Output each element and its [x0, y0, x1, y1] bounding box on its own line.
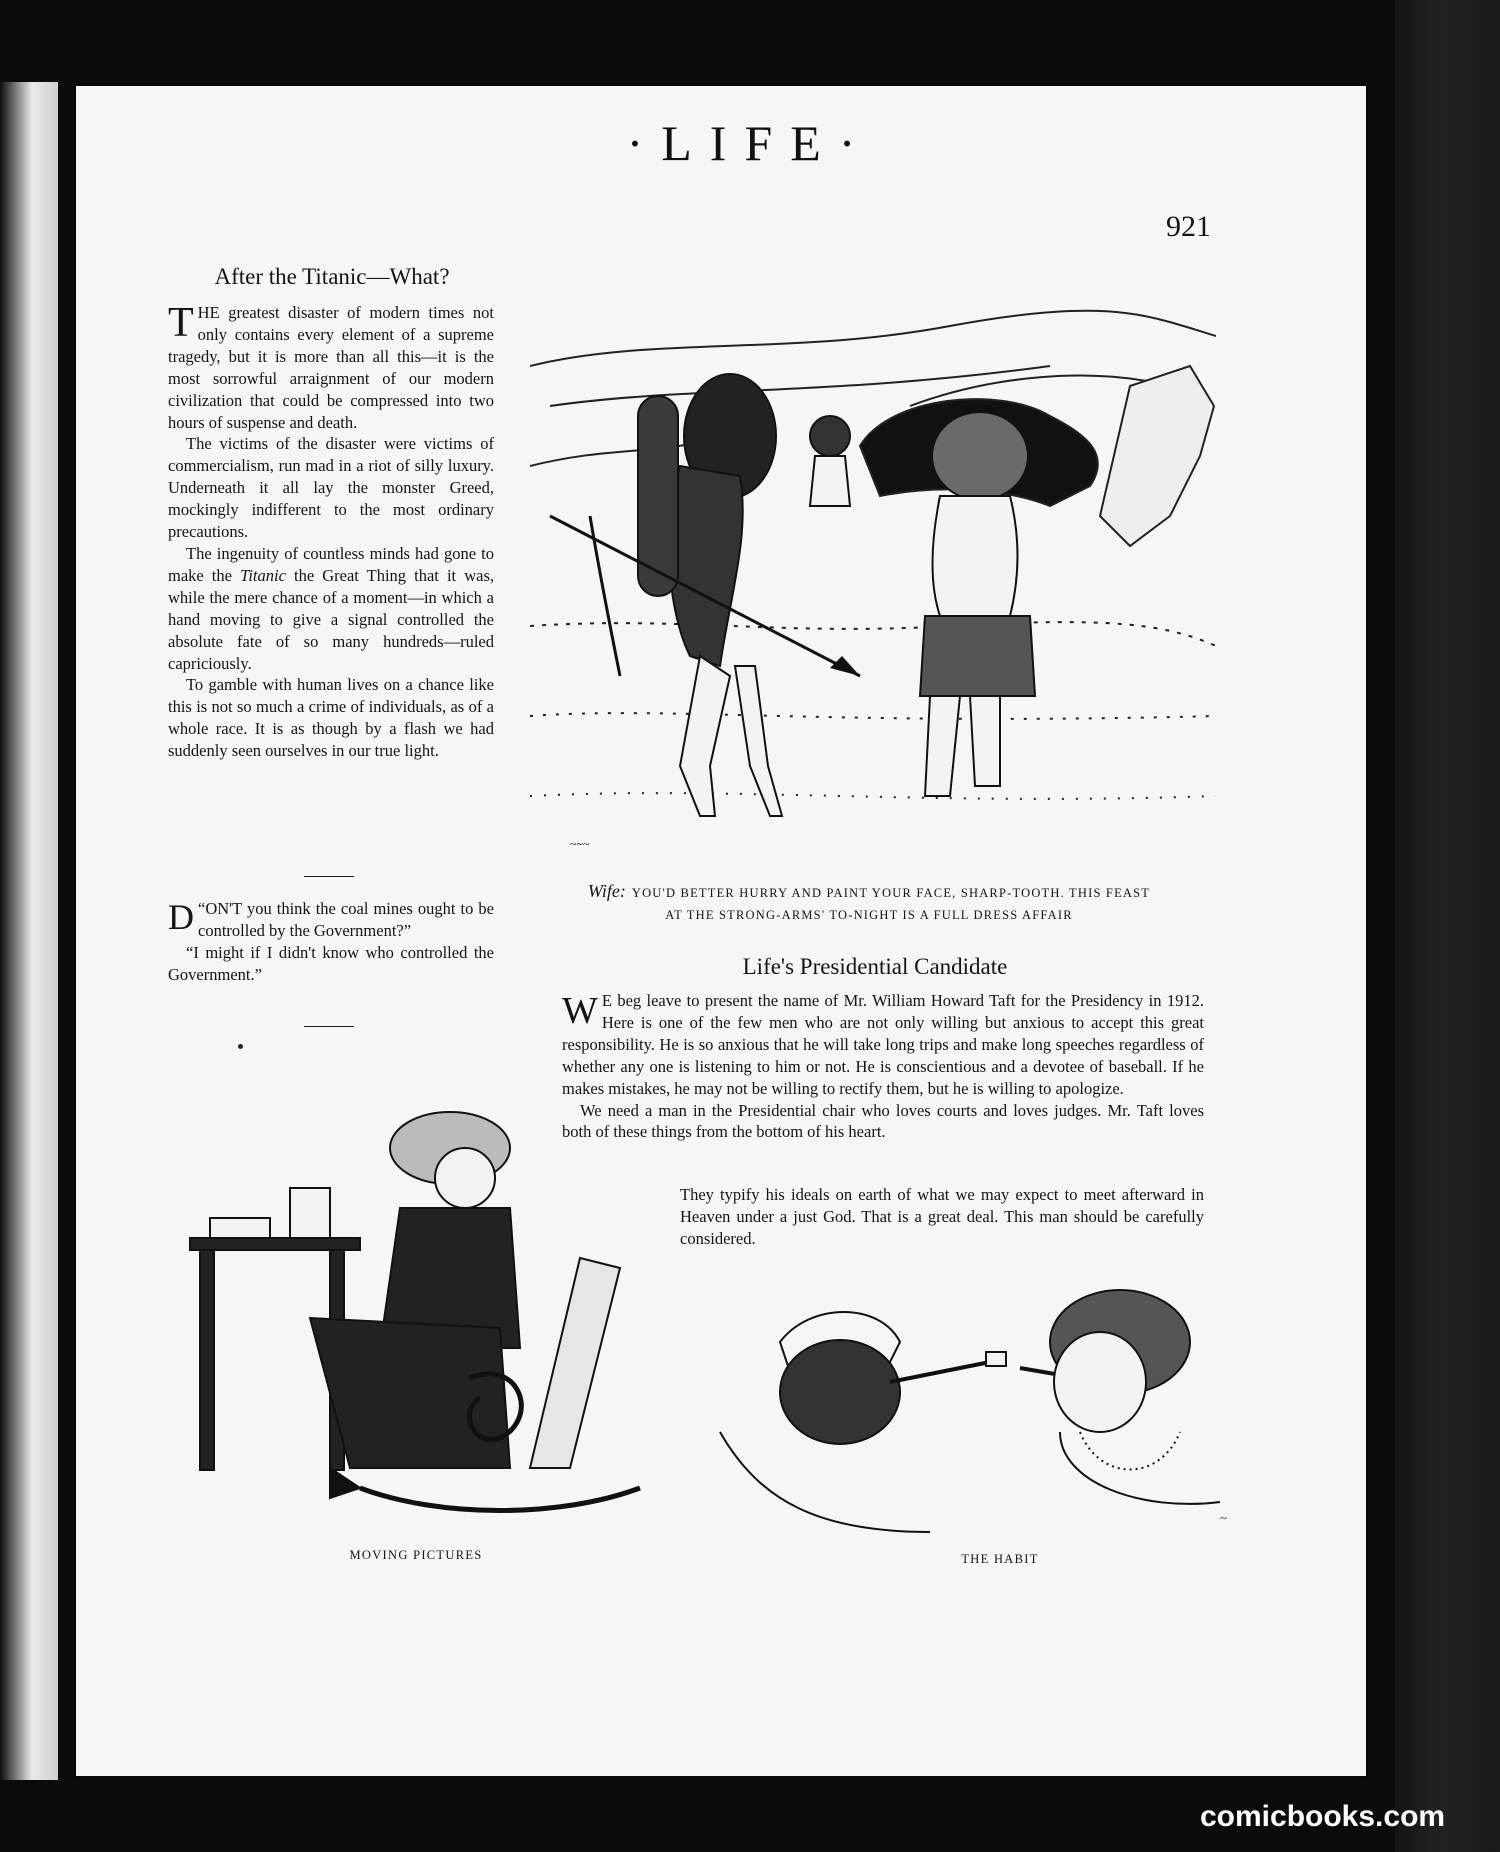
drop-cap: D [168, 897, 194, 937]
the-habit-caption: THE HABIT [961, 1552, 1039, 1566]
artist-signature: ~~~ [570, 837, 590, 851]
article2-body [562, 990, 1204, 1143]
drop-cap: W [562, 990, 598, 1032]
article1-paragraph-4: To gamble with human lives on a chance like this is not so much a crime of individuals, as of a whole race. It is as though by a flash we had suddenly seen ourselves in our true light. [168, 675, 494, 761]
article1-paragraph-1: THE greatest disaster of modern times not only contains every element of a supreme tragedy, but it is more than all this—it is the most sorrowful arraignment of our modern civilization that could be compressed into two hours of suspense and death. [168, 300, 494, 432]
previous-page-edge [0, 82, 58, 1780]
scan-border-right [1395, 0, 1500, 1852]
article1-paragraph-2: The victims of the disaster were victims of commercialism, run mad in a riot of silly luxury. Underneath it all lay the monster Greed, mockingly indifferent to the most ordinary precautions. [168, 434, 494, 542]
page-number: 921 [1166, 210, 1211, 243]
drop-cap: T [168, 300, 194, 346]
moving-pictures-illustration [180, 1088, 650, 1518]
joke-question: “ D ON'T you think the coal mines ought to be controlled by the Government?” [168, 897, 494, 940]
watermark: comicbooks.com [1200, 1800, 1446, 1833]
article1-paragraph-3: The ingenuity of countless minds had gone to make the Titanic the Great Thing that it was, while the mere chance of a moment—in which a hand moving to give a signal controlled the absolute fate of so many hundreds—ruled capriciously. [168, 543, 494, 673]
article2-title: Life's Presidential Candidate [742, 954, 1008, 979]
speaker-label: Wife: [587, 881, 626, 901]
divider [304, 1026, 354, 1027]
masthead: ·LIFE· [626, 115, 874, 171]
article2-paragraph-2-continued: They typify his ideals on earth of what we may expect to meet afterward in Heaven under a just God. That is a great deal. This man should be carefully considered. [680, 1185, 1204, 1248]
article2-body-continued [680, 1184, 1204, 1250]
cave-cartoon-illustration [530, 296, 1216, 858]
article1-body [168, 302, 494, 762]
joke [168, 898, 494, 986]
moving-pictures-caption: MOVING PICTURES [349, 1548, 483, 1562]
artist-signature: ~ [1220, 1510, 1228, 1525]
caption-line-2: AT THE STRONG-ARMS' TO-NIGHT IS A FULL DRESS AFFAIR [665, 908, 1073, 922]
stray-mark [238, 1044, 243, 1049]
joke-answer: “I might if I didn't know who controlled the Government.” [168, 942, 494, 984]
article1-title: After the Titanic—What? [214, 264, 450, 289]
article2-paragraph-2: We need a man in the Presidential chair who loves courts and loves judges. Mr. Taft loves both of these things from the bottom of his heart. [562, 1100, 1204, 1142]
divider [304, 876, 354, 877]
cave-cartoon-caption: Wife: YOU'D BETTER HURRY AND PAINT YOUR FACE, SHARP-TOOTH. THIS FEAST AT THE STRONG-ARMS' TO-NIGHT IS A FULL DRESS AFFAIR [587, 881, 1151, 922]
article2-paragraph-1: W E beg leave to present the name of Mr. William Howard Taft for the Presidency in 1912. Here is one of the few men who are not only willing but anxious to accept this great responsibility. He is so anxious that he will take long trips and make long speeches regardless of whether any one is listening to him or not. He is conscientious and a devotee of baseball. If he makes mistakes, he may not be willing to rectify them, but he is willing to apologize. [562, 990, 1204, 1098]
the-habit-illustration [700, 1282, 1300, 1540]
